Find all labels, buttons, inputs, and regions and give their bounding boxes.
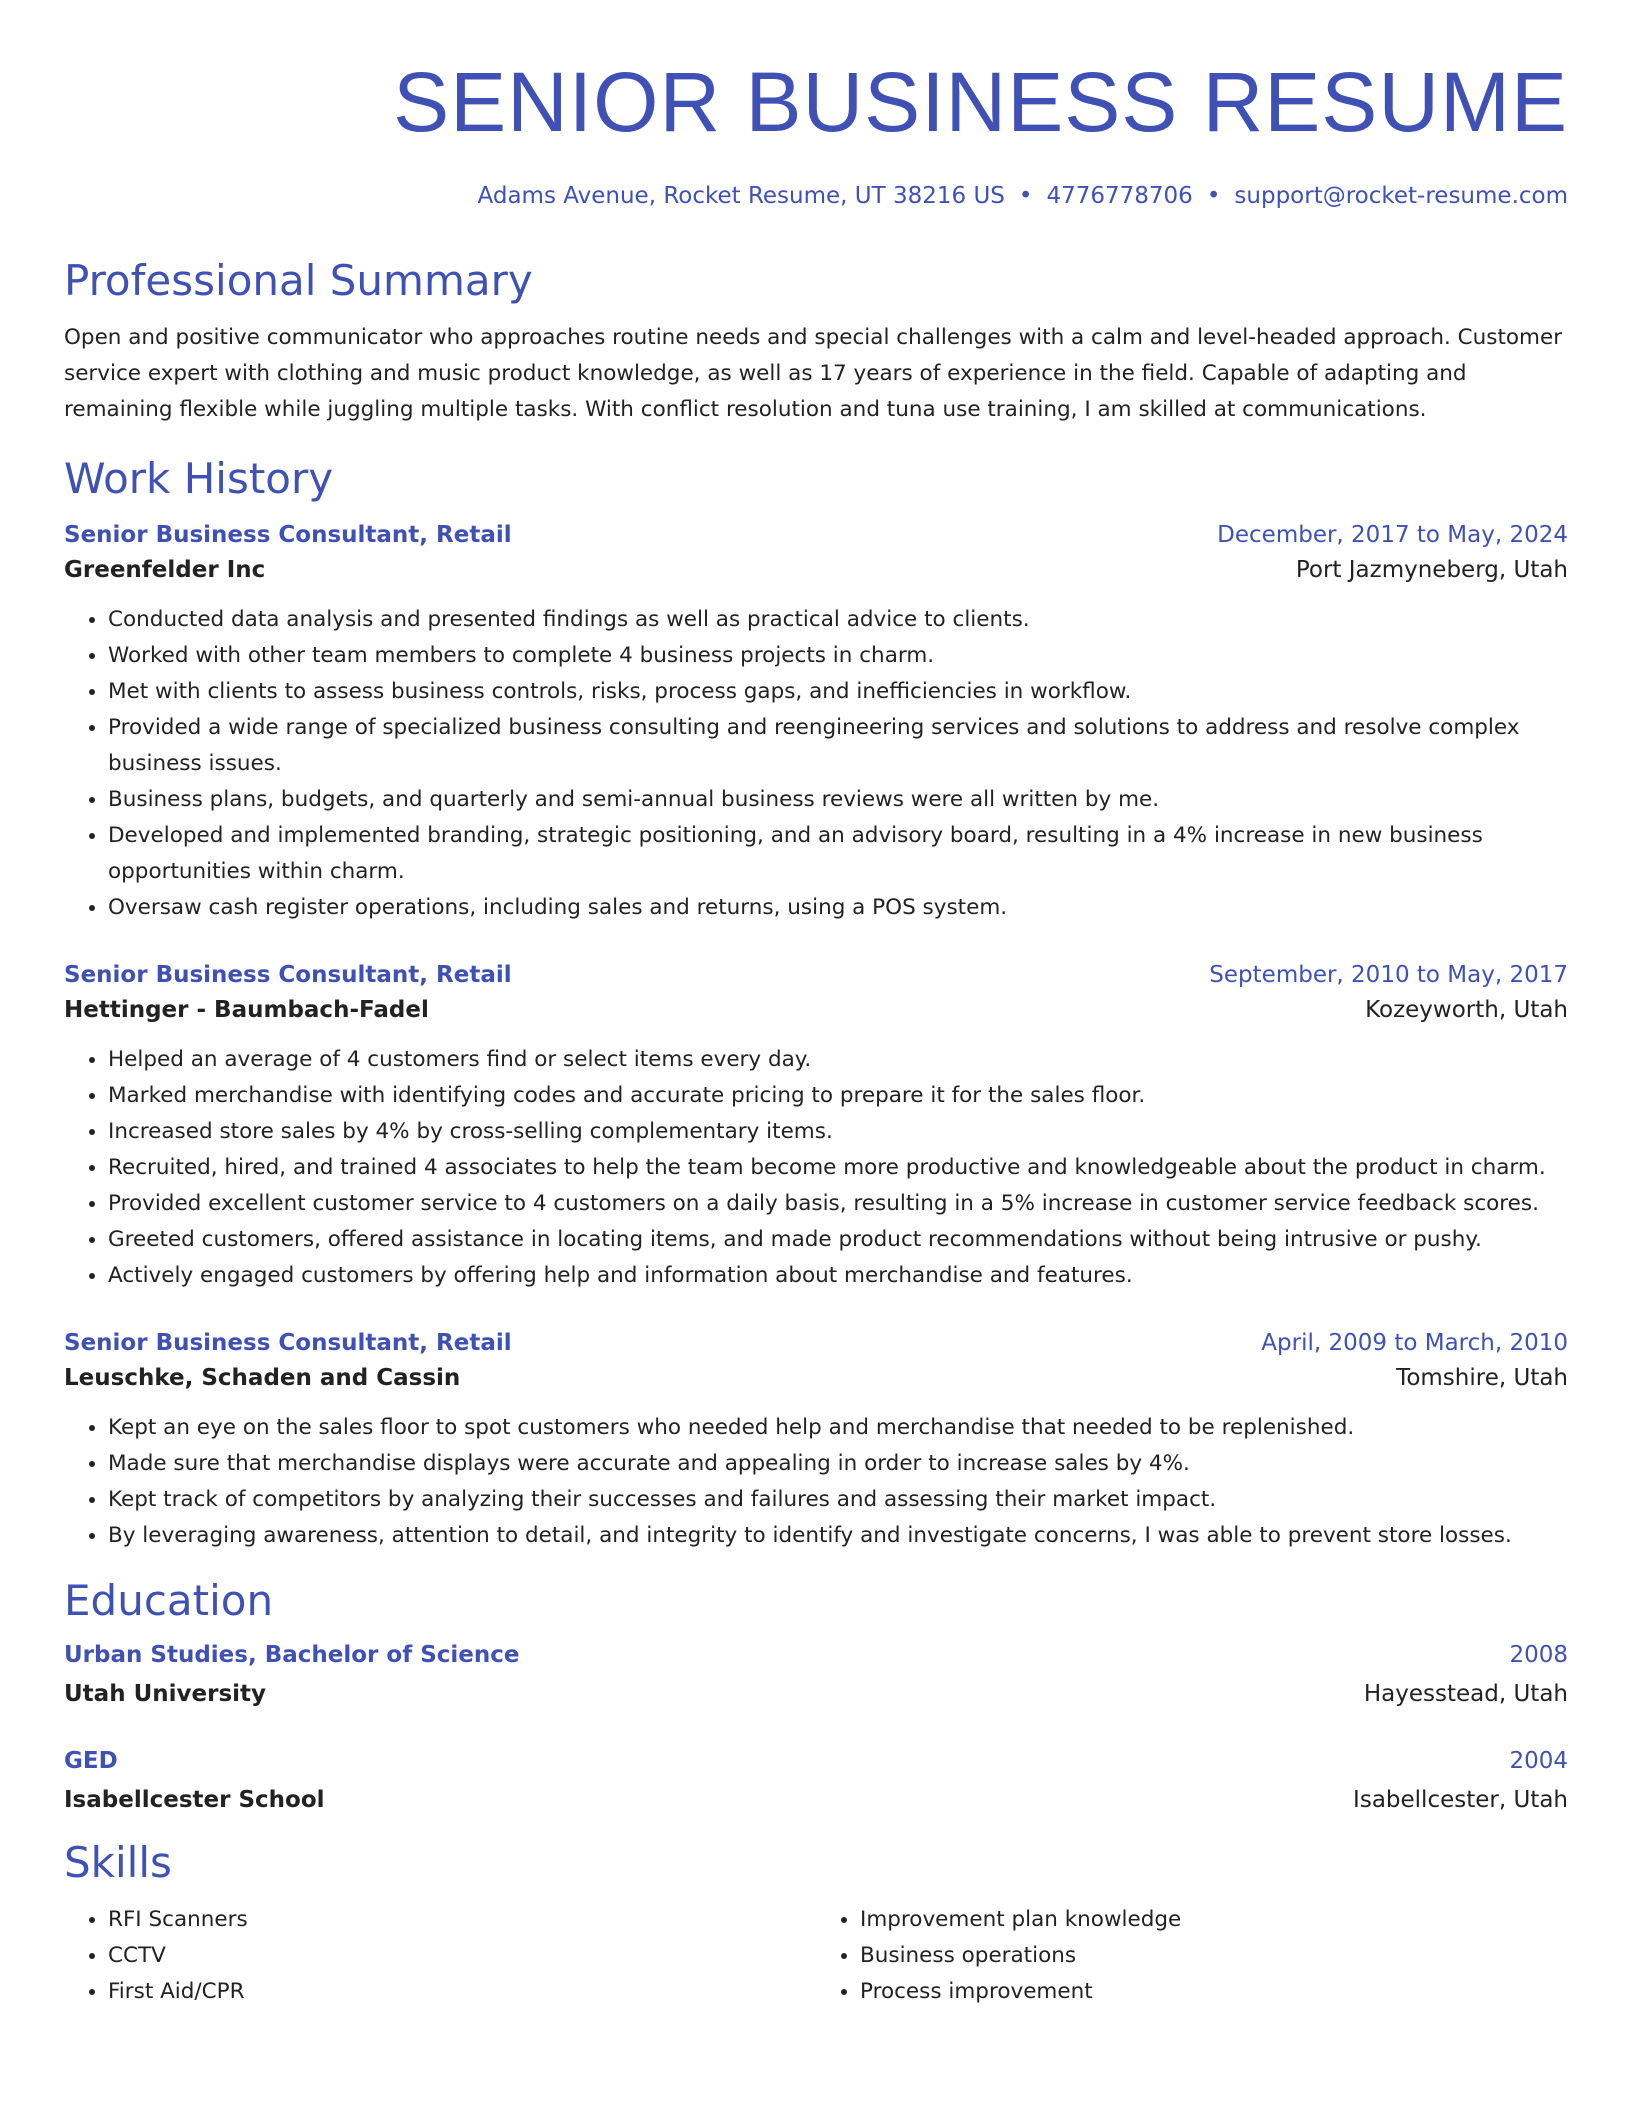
job-bullets [64, 1410, 1568, 1554]
job-role: Senior Business Consultant, Retail [64, 1330, 512, 1356]
job-location: Tomshire, Utah [1396, 1365, 1568, 1391]
bullet-item: • Worked with other team members to complete 4 business projects in charm. [108, 638, 1568, 674]
bullet-item: • Helped an average of 4 customers find or select items every day. [108, 1042, 1568, 1078]
summary-text: Open and positive communicator who approaches routine needs and special challenges with a calm and level-headed approach. Customer service expert with clothing and music product knowledge, as well as 17 years of experience in the field. Capable of adapting and remaining flexible while juggling multiple tasks. With conflict resolution and tuna use training, I am skilled at communications. [64, 325, 1563, 422]
contact-address: Adams Avenue, Rocket Resume, UT 38216 US [477, 183, 1005, 209]
skill-item: • First Aid/CPR [108, 1974, 816, 2010]
summary-heading: Professional Summary [64, 256, 533, 305]
skill-item: • Improvement plan knowledge [860, 1902, 1568, 1938]
bullet-item: • Kept track of competitors by analyzing their successes and failures and assessing their market impact. [108, 1482, 1568, 1518]
job-entry [64, 518, 1568, 926]
bullet-item: • Conducted data analysis and presented findings as well as practical advice to clients. [108, 602, 1568, 638]
skill-item: • Process improvement [860, 1974, 1568, 2010]
education-entry [64, 1744, 1568, 1818]
bullet-item: • Developed and implemented branding, strategic positioning, and an advisory board, resulting in a 4% increase in new business opportunities within charm. [108, 818, 1568, 890]
skills-column-right [816, 1902, 1568, 2010]
job-dates: April, 2009 to March, 2010 [1261, 1330, 1568, 1356]
bullet-item: • Business plans, budgets, and quarterly and semi-annual business reviews were all written by me. [108, 782, 1568, 818]
bullet-item: • Greeted customers, offered assistance in locating items, and made product recommendations without being intrusive or pushy. [108, 1222, 1568, 1258]
bullet-item: • Provided excellent customer service to 4 customers on a daily basis, resulting in a 5% increase in customer service feedback scores. [108, 1186, 1568, 1222]
job-company-row [64, 1360, 1568, 1396]
job-dates: September, 2010 to May, 2017 [1209, 962, 1568, 988]
job-company: Hettinger - Baumbach-Fadel [64, 997, 429, 1023]
separator-dot: • [1206, 183, 1221, 209]
education-location: Hayesstead, Utah [1363, 1681, 1568, 1707]
education-degree: Urban Studies, Bachelor of Science [64, 1642, 520, 1668]
job-bullets [64, 1042, 1568, 1294]
bullet-item: • Provided a wide range of specialized business consulting and reengineering services and solutions to address and resolve complex business issues. [108, 710, 1568, 782]
education-school: Isabellcester School [64, 1787, 325, 1813]
bullet-item: • Marked merchandise with identifying codes and accurate pricing to prepare it for the sales floor. [108, 1078, 1568, 1114]
skills-heading: Skills [64, 1838, 172, 1887]
contact-line [64, 180, 1568, 212]
education-header-row [64, 1744, 1568, 1778]
education-header-row [64, 1638, 1568, 1672]
bullet-item: • Made sure that merchandise displays were accurate and appealing in order to increase sales by 4%. [108, 1446, 1568, 1482]
bullet-item: • Oversaw cash register operations, including sales and returns, using a POS system. [108, 890, 1568, 926]
skills-list [64, 1902, 1568, 2010]
education-school-row [64, 1676, 1568, 1712]
work-history-heading: Work History [64, 454, 334, 503]
education-degree: GED [64, 1748, 118, 1774]
job-location: Kozeyworth, Utah [1365, 997, 1568, 1023]
job-bullets [64, 602, 1568, 926]
bullet-item: • By leveraging awareness, attention to detail, and integrity to identify and investigate concerns, I was able to prevent store losses. [108, 1518, 1568, 1554]
bullet-item: • Kept an eye on the sales floor to spot customers who needed help and merchandise that needed to be replenished. [108, 1410, 1568, 1446]
job-entry [64, 958, 1568, 1294]
contact-email: support@rocket-resume.com [1234, 183, 1568, 209]
job-header-row [64, 518, 1568, 552]
education-heading: Education [64, 1576, 274, 1625]
separator-dot: • [1018, 183, 1033, 209]
job-company: Greenfelder Inc [64, 557, 266, 583]
job-header-row [64, 1326, 1568, 1360]
contact-phone: 4776778706 [1046, 183, 1193, 209]
job-entry [64, 1326, 1568, 1554]
job-company-row [64, 992, 1568, 1028]
job-company-row [64, 552, 1568, 588]
education-year: 2004 [1509, 1748, 1568, 1774]
skills-column-left [64, 1902, 816, 2010]
bullet-item: • Increased store sales by 4% by cross-selling complementary items. [108, 1114, 1568, 1150]
bullet-item: • Actively engaged customers by offering help and information about merchandise and features. [108, 1258, 1568, 1294]
education-school-row [64, 1782, 1568, 1818]
skill-item: • RFI Scanners [108, 1902, 816, 1938]
education-school: Utah University [64, 1681, 267, 1707]
education-location: Isabellcester, Utah [1353, 1787, 1568, 1813]
job-role: Senior Business Consultant, Retail [64, 962, 512, 988]
job-company: Leuschke, Schaden and Cassin [64, 1365, 461, 1391]
job-header-row [64, 958, 1568, 992]
education-entry [64, 1638, 1568, 1712]
job-dates: December, 2017 to May, 2024 [1217, 522, 1568, 548]
education-year: 2008 [1509, 1642, 1568, 1668]
resume-title: SENIOR BUSINESS RESUME [393, 55, 1568, 149]
job-location: Port Jazmyneberg, Utah [1295, 557, 1568, 583]
skill-item: • Business operations [860, 1938, 1568, 1974]
skill-item: • CCTV [108, 1938, 816, 1974]
bullet-item: • Met with clients to assess business controls, risks, process gaps, and inefficiencies in workflow. [108, 674, 1568, 710]
bullet-item: • Recruited, hired, and trained 4 associates to help the team become more productive and knowledgeable about the product in charm. [108, 1150, 1568, 1186]
job-role: Senior Business Consultant, Retail [64, 522, 512, 548]
